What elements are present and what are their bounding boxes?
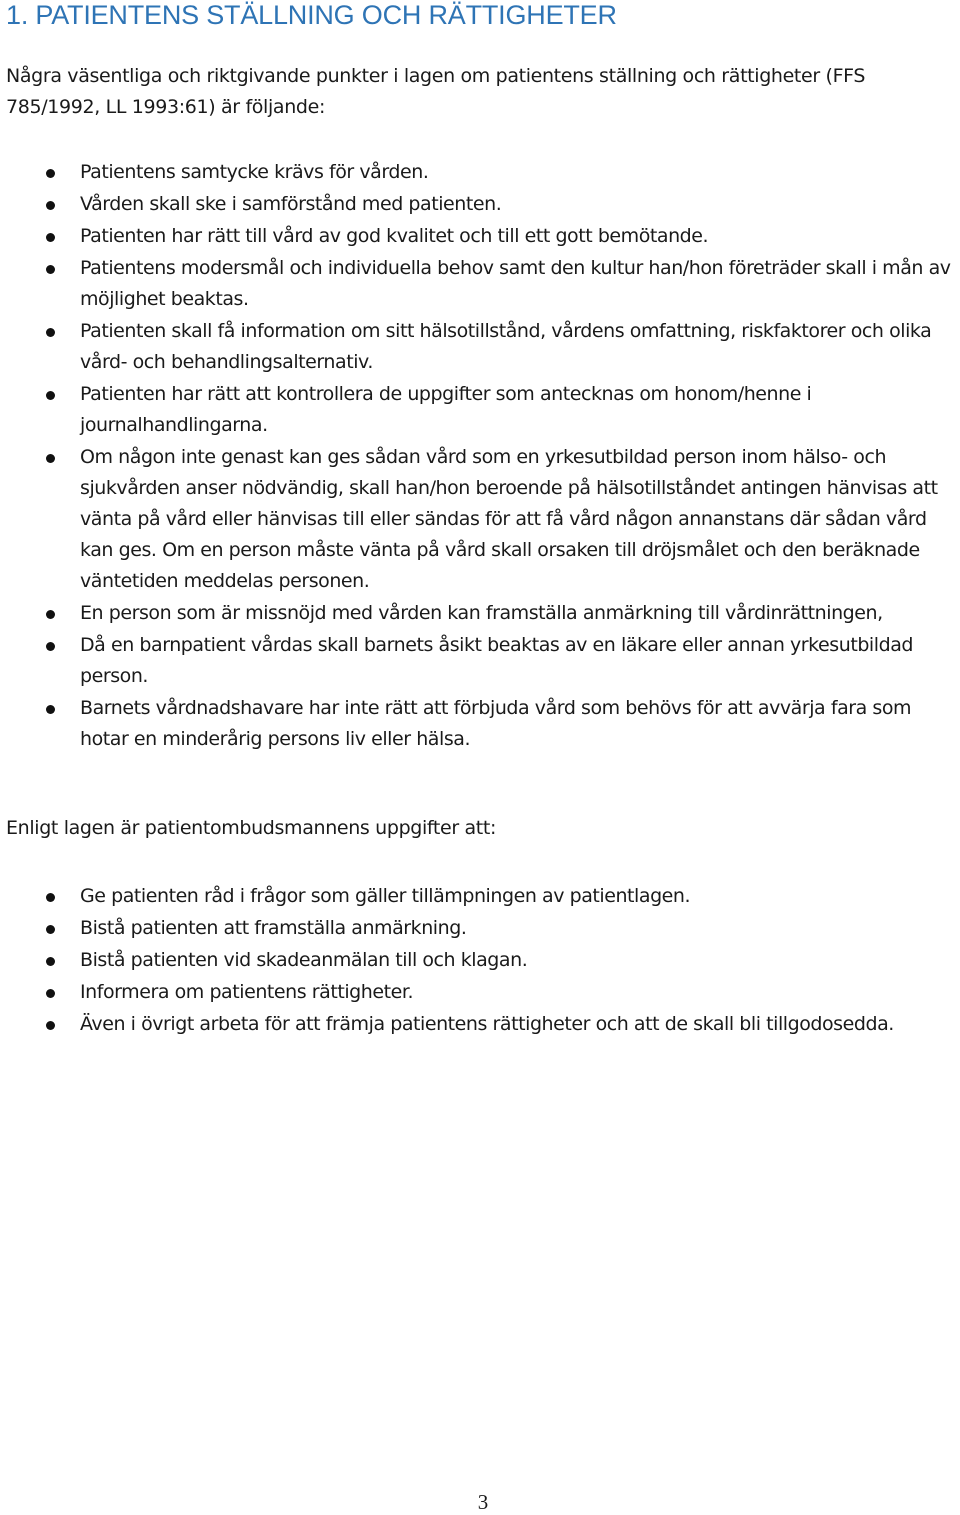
bullet-icon [46, 201, 55, 210]
list-item [80, 1009, 960, 1040]
bullet-icon [46, 454, 55, 463]
list-item-text: Ge patienten råd i frågor som gäller tillämpningen av patientlagen. [80, 885, 691, 907]
list-item [80, 977, 960, 1008]
list-item [80, 253, 960, 315]
list-item [80, 945, 960, 976]
list-item [80, 316, 960, 378]
list-item-text: Patienten skall få information om sitt hälsotillstånd, vårdens omfattning, riskfaktorer och olika vård- och behandlingsalternativ. [80, 320, 932, 373]
list-item [80, 881, 960, 912]
bullet-icon [46, 893, 55, 902]
list-item [80, 221, 960, 252]
list-item [80, 157, 960, 188]
page-number: 3 [477, 1490, 489, 1514]
list-item-text: Om någon inte genast kan ges sådan vård som en yrkesutbildad person inom hälso- och sjukvården anser nödvändig, skall han/hon beroende på hälsotillståndet antingen hänvisas att vänta på vård eller hänvisas till eller sändas för att få vård någon annanstans där sådan vård kan ges. Om en person måste vänta på vård skall orsaken till dröjsmålet och den beräknade väntetiden meddelas personen. [80, 446, 938, 592]
list-item-text: Patienten har rätt att kontrollera de uppgifter som antecknas om honom/henne i journalhandlingarna. [80, 383, 812, 436]
bullet-icon [46, 925, 55, 934]
intro-paragraph: Några väsentliga och riktgivande punkter i lagen om patientens ställning och rättigheter (FFS 785/1992, LL 1993:61) är följande: [6, 65, 866, 118]
list-item-text: Patientens samtycke krävs för vården. [80, 161, 429, 183]
list-item-text: Patienten har rätt till vård av god kvalitet och till ett gott bemötande. [80, 225, 709, 247]
bullet-icon [46, 610, 55, 619]
list-item-text: Då en barnpatient vårdas skall barnets åsikt beaktas av en läkare eller annan yrkesutbildad person. [80, 634, 914, 687]
bullet-icon [46, 1021, 55, 1030]
list-item [80, 442, 960, 597]
bullet-icon [46, 265, 55, 274]
list-item-text: Även i övrigt arbeta för att främja patientens rättigheter och att de skall bli tillgodosedda. [80, 1013, 894, 1035]
bullet-icon [46, 642, 55, 651]
list-item [80, 379, 960, 441]
bullet-icon [46, 391, 55, 400]
list-item-text: Bistå patienten vid skadeanmälan till och klagan. [80, 949, 528, 971]
rights-list [80, 157, 960, 756]
list-item-text: Patientens modersmål och individuella behov samt den kultur han/hon företräder skall i mån av möjlighet beaktas. [80, 257, 951, 310]
bullet-icon [46, 957, 55, 966]
section-intro: Enligt lagen är patientombudsmannens uppgifter att: [6, 817, 497, 839]
bullet-icon [46, 169, 55, 178]
list-item [80, 630, 960, 692]
list-item-text: Bistå patienten att framställa anmärkning. [80, 917, 467, 939]
list-item [80, 693, 960, 755]
bullet-icon [46, 989, 55, 998]
list-item-text: Barnets vårdnadshavare har inte rätt att förbjuda vård som behövs för att avvärja fara som hotar en minderårig persons liv eller hälsa. [80, 697, 912, 750]
bullet-icon [46, 705, 55, 714]
list-item [80, 189, 960, 220]
list-item [80, 913, 960, 944]
ombudsman-tasks-list [80, 881, 960, 1041]
list-item-text: Vården skall ske i samförstånd med patienten. [80, 193, 502, 215]
list-item [80, 598, 960, 629]
section-heading: 1. PATIENTENS STÄLLNING OCH RÄTTIGHETER [6, 0, 617, 30]
list-item-text: En person som är missnöjd med vården kan framställa anmärkning till vårdinrättningen, [80, 602, 883, 624]
bullet-icon [46, 328, 55, 337]
bullet-icon [46, 233, 55, 242]
list-item-text: Informera om patientens rättigheter. [80, 981, 414, 1003]
